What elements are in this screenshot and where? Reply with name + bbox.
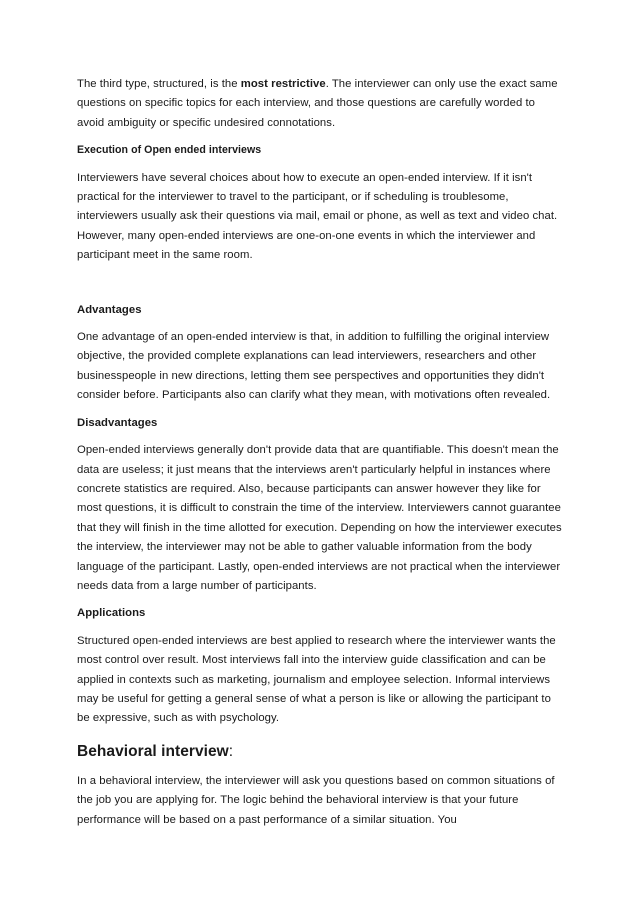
behavioral-heading-text: Behavioral interview [77,742,229,760]
document-page [77,75,565,830]
behavioral-paragraph: In a behavioral interview, the interviewer will ask you questions based on common situations of the job you are applying for. The logic behind the behavioral interview is that your future performance will be based on a past performance of a similar situation. You [77,774,555,826]
structured-text-bold: most restrictive [240,78,326,90]
advantages-heading: Advantages [77,303,142,316]
structured-paragraph [77,75,565,133]
applications-paragraph: Structured open-ended interviews are best applied to research where the interviewer wants the most control over result. Most interviews fall into the interview guide classification and can be applied in contexts such as marketing, journalism and employee selection. Informal interviews may be useful for getting a general sense of what a person is like or allowing the participant to be expressive, such as with psychology. [77,634,556,725]
advantages-paragraph: One advantage of an open-ended interview is that, in addition to fulfilling the original interview objective, the provided complete explanations can lead interviewers, researchers and other businesspeople in new directions, letting them see perspectives and opportunities they didn't consider before. Participants also can clarify what they mean, with motivations often revealed. [77,331,551,402]
execution-heading: Execution of Open ended interviews [77,144,262,157]
disadvantages-heading: Disadvantages [77,416,158,429]
execution-paragraph: Interviewers have several choices about how to execute an open-ended interview. If it isn't practical for the interviewer to travel to the participant, or if scheduling is troublesome, interviewers usually ask their questions via mail, email or phone, as well as text and video chat. However, many open-ended interviews are one-on-one events in which the interviewer and participant meet in the same room. [77,171,558,262]
behavioral-heading [77,740,565,764]
structured-text-post: . The interviewer can only use the exact same questions on specific topics for each interview, and those questions are carefully worded to avoid ambiguity or specific undesired connotations. [77,78,558,129]
disadvantages-paragraph: Open-ended interviews generally don't provide data that are quantifiable. This doesn't mean the data are useless; it just means that the interviews aren't particularly helpful in instances where concrete statistics are required. Also, because participants can answer however they like for most questions, it is difficult to constrain the time of the interview. Interviewers cannot guarantee that they will finish in the time allotted for execution. Depending on how the interviewer executes the interview, the interviewer may not be able to gather valuable information from the body language of the participant. Lastly, open-ended interviews are not practical when the interviewer needs data from a large number of participants. [77,444,562,592]
applications-heading: Applications [77,607,146,620]
structured-text-pre: The third type, structured, is the [77,78,241,90]
behavioral-heading-colon: : [228,742,234,760]
